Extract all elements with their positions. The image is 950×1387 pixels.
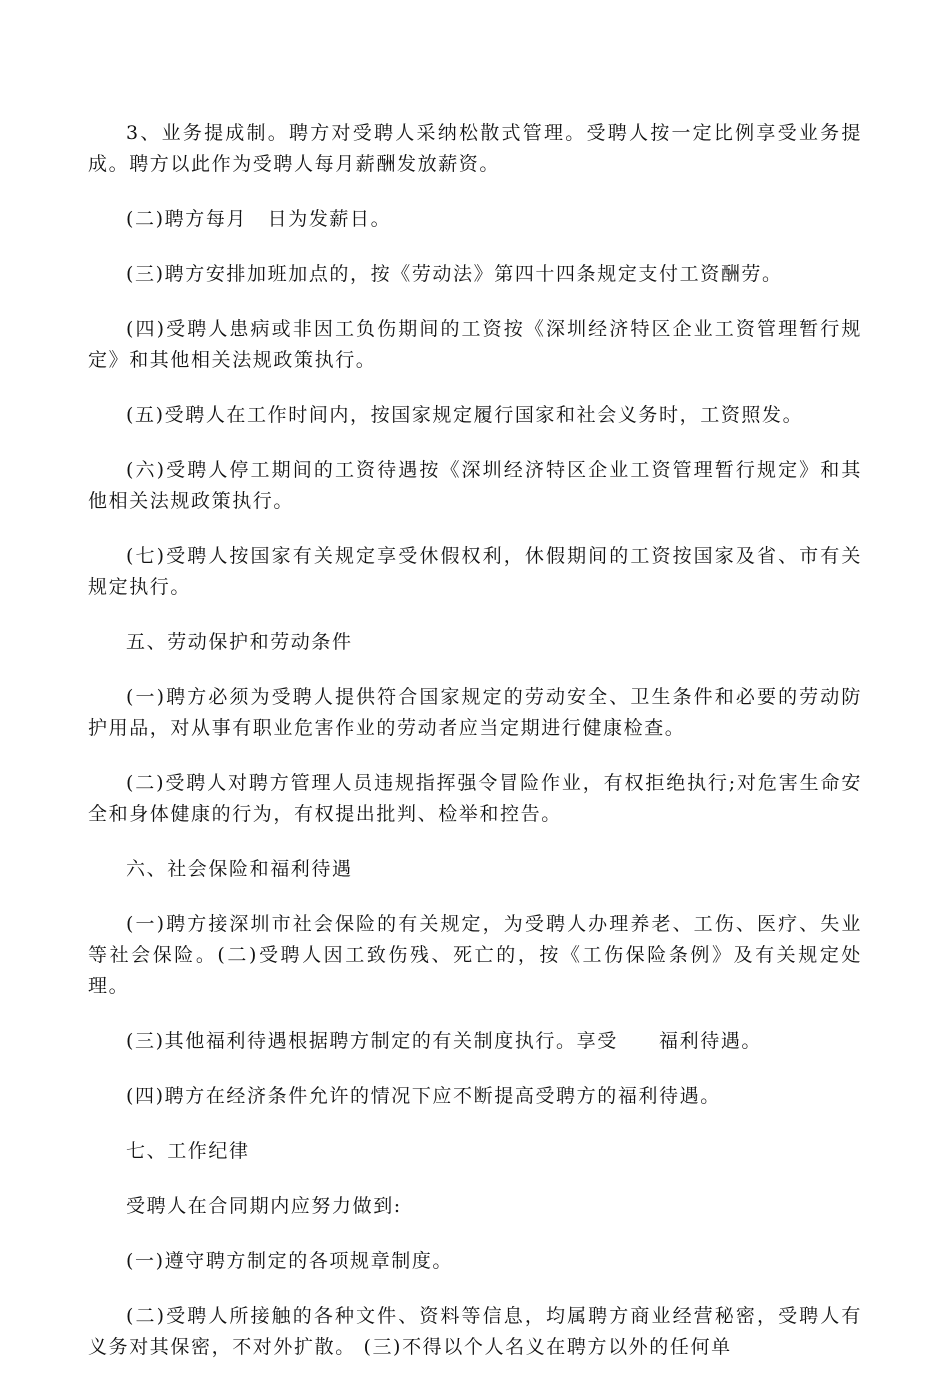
- paragraph-commission-system: 3、业务提成制。聘方对受聘人采纳松散式管理。受聘人按一定比例享受业务提成。聘方以此作为受聘人每月薪酬发放薪资。: [88, 122, 862, 175]
- section-heading-social-insurance: 六、社会保险和福利待遇: [126, 858, 353, 880]
- paragraph-holiday-pay: (七)受聘人按国家有关规定享受休假权利，休假期间的工资按国家及省、市有关规定执行。: [88, 545, 862, 598]
- paragraph-overtime-pay: (三)聘方安排加班加点的，按《劳动法》第四十四条规定支付工资酬劳。: [126, 263, 783, 285]
- paragraph-discipline-intro: 受聘人在合同期内应努力做到:: [126, 1195, 402, 1217]
- document-page: [88, 118, 862, 1387]
- section-heading-labor-protection: 五、劳动保护和劳动条件: [126, 631, 353, 653]
- paragraph-social-duty-pay: (五)受聘人在工作时间内，按国家规定履行国家和社会义务时，工资照发。: [126, 404, 804, 426]
- paragraph-insurance-coverage: (一)聘方接深圳市社会保险的有关规定，为受聘人办理养老、工伤、医疗、失业等社会保险。(二)受聘人因工致伤残、死亡的，按《工伤保险条例》及有关规定处理。: [88, 913, 862, 997]
- paragraph-sick-leave-pay: (四)受聘人患病或非因工负伤期间的工资按《深圳经济特区企业工资管理暂行规定》和其他相关法规政策执行。: [88, 318, 862, 371]
- paragraph-confidentiality: (二)受聘人所接触的各种文件、资料等信息，均属聘方商业经营秘密，受聘人有义务对其保密，不对外扩散。 (三)不得以个人名义在聘方以外的任何单: [88, 1305, 862, 1358]
- paragraph-improve-benefits: (四)聘方在经济条件允许的情况下应不断提高受聘方的福利待遇。: [126, 1085, 721, 1107]
- paragraph-pay-day: (二)聘方每月 日为发薪日。: [126, 208, 392, 230]
- paragraph-safety-conditions: (一)聘方必须为受聘人提供符合国家规定的劳动安全、卫生条件和必要的劳动防护用品，对从事有职业危害作业的劳动者应当定期进行健康检查。: [88, 686, 862, 739]
- paragraph-other-benefits: (三)其他福利待遇根据聘方制定的有关制度执行。享受 福利待遇。: [126, 1030, 763, 1052]
- section-heading-work-discipline: 七、工作纪律: [126, 1140, 250, 1162]
- paragraph-work-stoppage-pay: (六)受聘人停工期间的工资待遇按《深圳经济特区企业工资管理暂行规定》和其他相关法规政策执行。: [88, 459, 862, 512]
- paragraph-follow-rules: (一)遵守聘方制定的各项规章制度。: [126, 1250, 454, 1272]
- paragraph-right-to-refuse: (二)受聘人对聘方管理人员违规指挥强令冒险作业，有权拒绝执行;对危害生命安全和身体健康的行为，有权提出批判、检举和控告。: [88, 772, 862, 825]
